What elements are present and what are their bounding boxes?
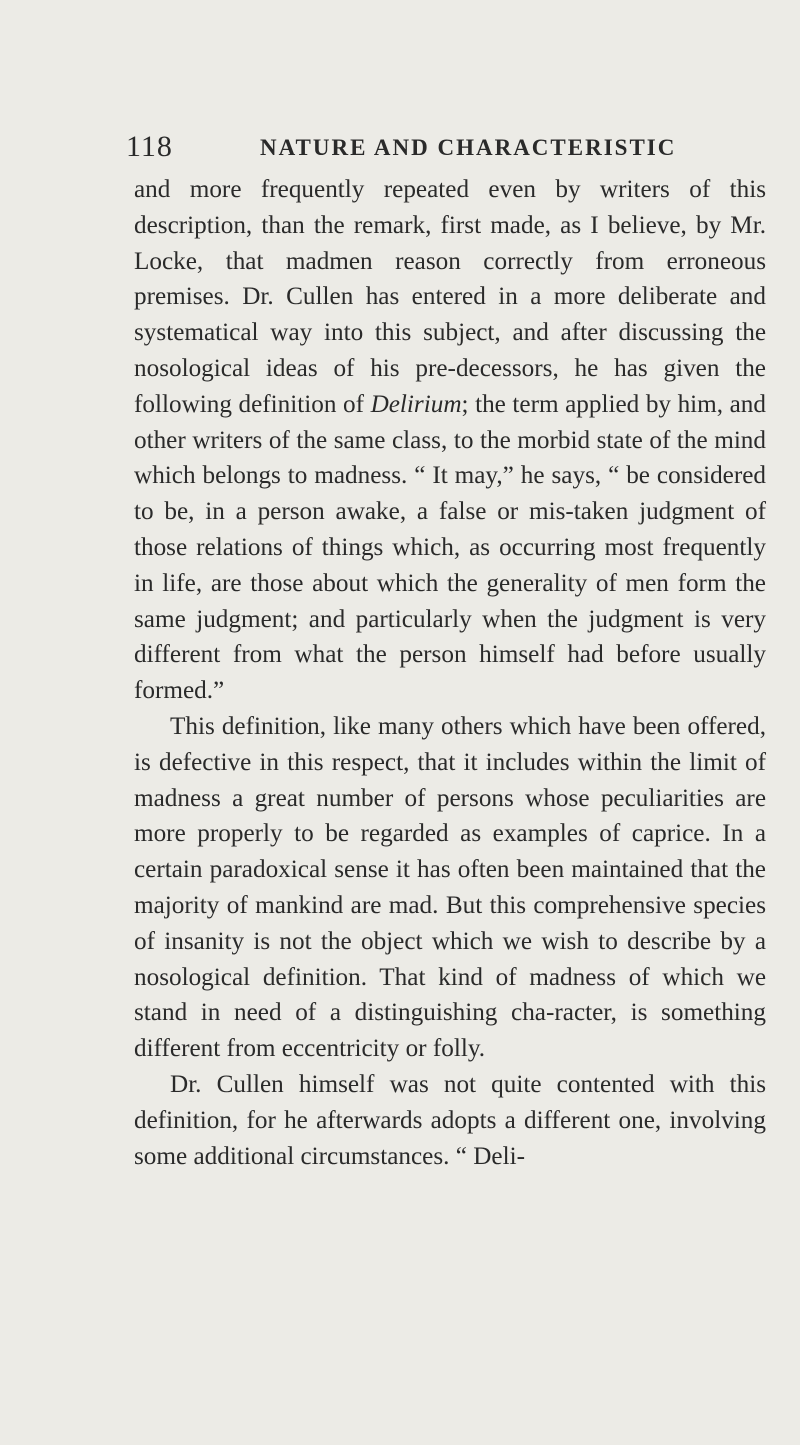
paragraph-2: This definition, like many others which have been offered, is defective in this respect, that it includes within the limit of madness a great number of persons whose peculiarities are more properly to be regarded as examples of caprice. In a certain paradoxical sense it has often been maintained that the majority of mankind are mad. But this comprehensive species of insanity is not the object which we wish to describe by a nosological definition. That kind of madness of which we stand in need of a distinguishing cha-racter, is something different from eccentricity or folly. — [134, 712, 766, 1063]
paragraph-1 — [134, 172, 766, 709]
page-number: 118 — [126, 130, 173, 163]
page-header — [126, 130, 766, 163]
paragraph-1-text-start: and more frequently repeated even by writers of this description, than the remark, first made, as I believe, by Mr. Locke, that madmen reason correctly from erroneous premises. Dr. Cullen has entered in a more deliberate and systematical way into this subject, and after discussing the nosological ideas of his pre-decessors, he has given the following definition of — [134, 176, 766, 418]
italic-term: Delirium — [370, 390, 462, 418]
paragraph-3: Dr. Cullen himself was not quite contented with this definition, for he afterwards adopts a different one, involving some additional circumstances. “ Deli- — [134, 1070, 766, 1170]
paragraph-1-text-end: ; the term applied by him, and other writers of the same class, to the morbid state of the mind which belongs to madness. “ It may,” he says, “ be considered to be, in a person awake, a false or mis-taken judgment of those relations of things which, as occurring most frequently in life, are those about which the generality of men form the same judgment; and particularly when the judgment is very different from what the person himself had before usually formed.” — [134, 390, 766, 705]
running-head: NATURE AND CHARACTERISTIC — [260, 135, 677, 160]
body-text — [134, 172, 766, 1174]
